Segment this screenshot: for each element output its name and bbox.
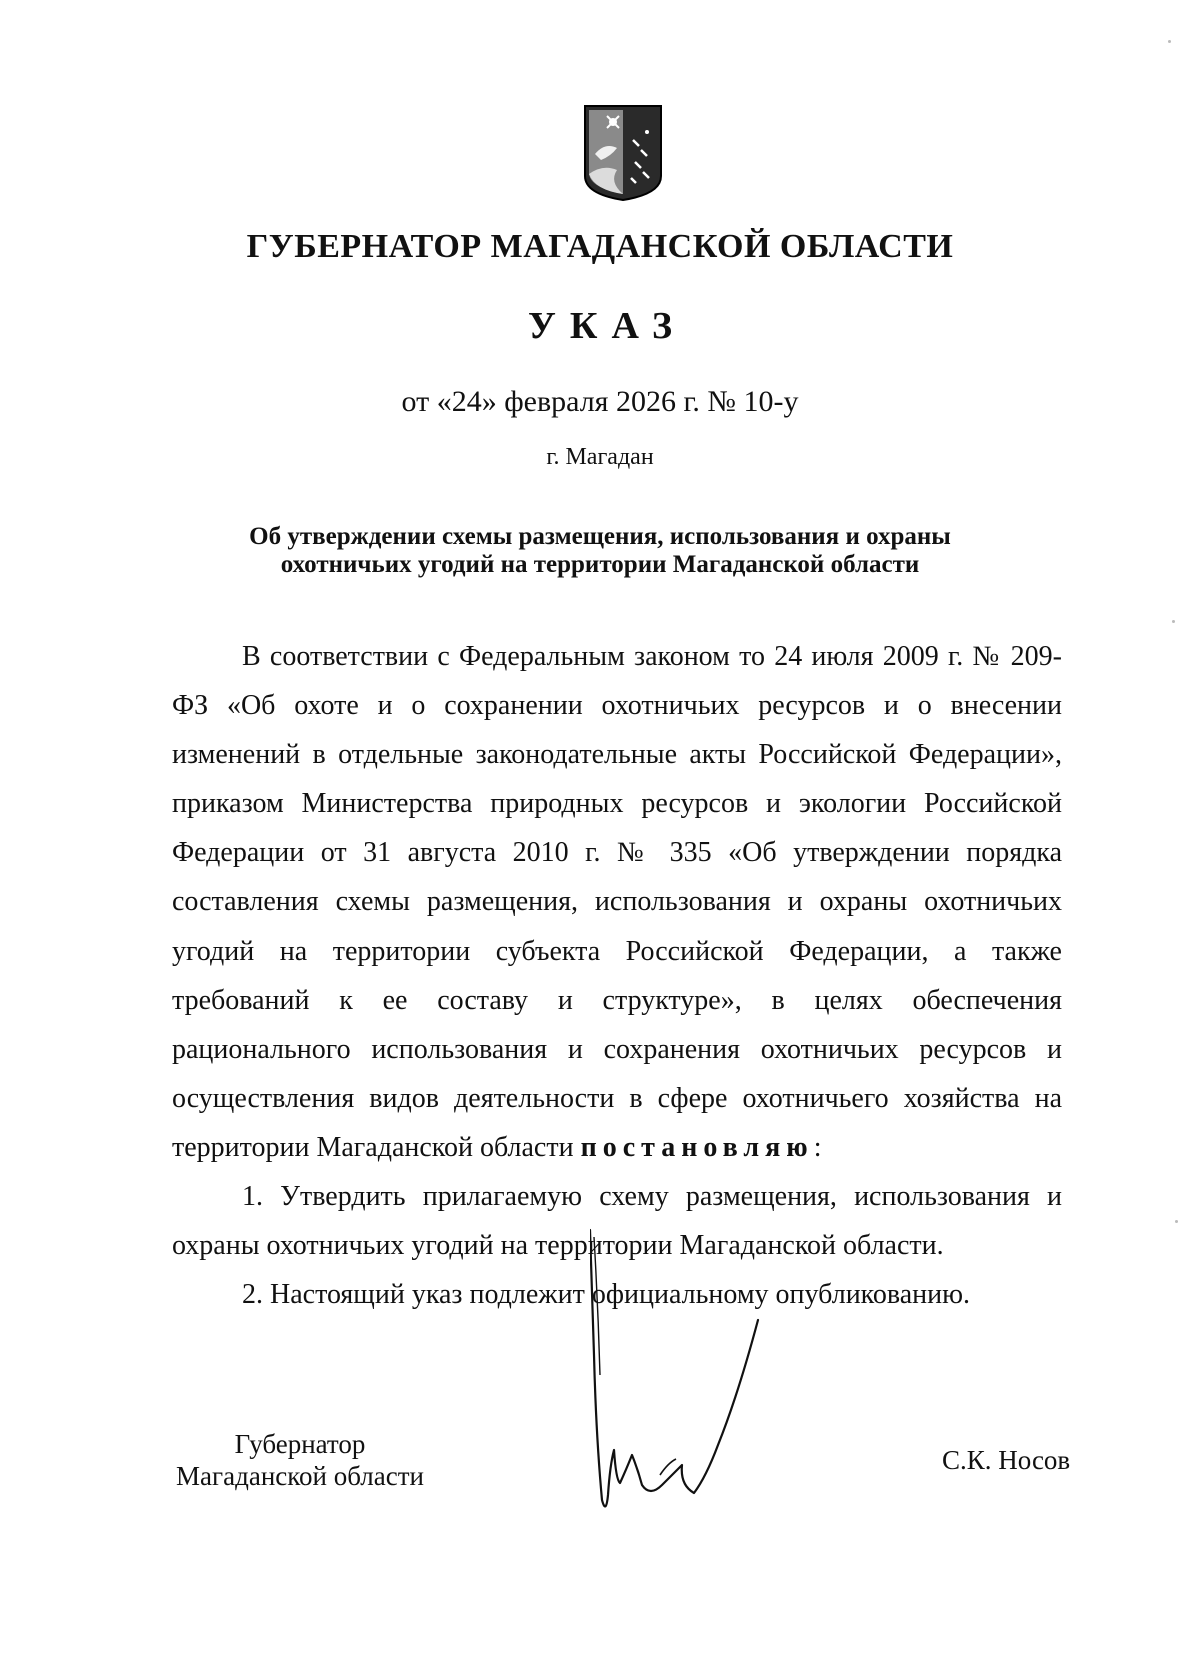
- preamble-paragraph: [172, 632, 1062, 1172]
- signatory-name: С.К. Носов: [942, 1445, 1071, 1475]
- signatory-title-line-2: Магаданской области: [176, 1461, 424, 1491]
- document-type: УКАЗ: [528, 305, 686, 347]
- subject-line-2: охотничьих угодий на территории Магаданской области: [280, 551, 920, 578]
- signatory-title: [170, 1428, 430, 1492]
- item-2: 2. Настоящий указ подлежит официальному опубликованию.: [242, 1279, 971, 1311]
- decree-subject: [0, 523, 1200, 579]
- scan-artifact: [1175, 1220, 1178, 1223]
- place-of-issue: г. Магадан: [546, 444, 654, 470]
- scan-artifact: [1172, 620, 1175, 623]
- signatory-title-line-1: Губернатор: [234, 1429, 366, 1459]
- decree-punctuation: :: [813, 1131, 822, 1163]
- coat-of-arms-icon: [583, 104, 663, 202]
- handwritten-signature: [590, 1215, 820, 1530]
- issuer-title: ГУБЕРНАТОР МАГАДАНСКОЙ ОБЛАСТИ: [246, 228, 954, 265]
- scan-artifact: [1168, 40, 1171, 43]
- decree-word: постановляю: [580, 1131, 814, 1163]
- item-1: 1. Утвердить прилагаемую схему размещения, использования и охраны охотничьих угодий на территории Магаданской области.: [172, 1181, 1062, 1262]
- date-and-number: от «24» февраля 2026 г. № 10-у: [401, 385, 799, 418]
- subject-line-1: Об утверждении схемы размещения, использования и охраны: [249, 523, 951, 550]
- preamble-text: В соответствии с Федеральным законом то 24 июля 2009 г. № 209-ФЗ «Об охоте и о сохранении охотничьих ресурсов и о внесении изменений в отдельные законодательные акты Российской Федерации», приказом Министерства природных ресурсов и экологии Российской Федерации от 31 августа 2010 г. № 335 «Об утверждении порядка составления схемы размещения, использования и охраны охотничьих угодий на территории субъекта Российской Федерации, а также требований к ее составу и структуре», в целях обеспечения рационального использования и сохранения охотничьих ресурсов и осуществления видов деятельности в сфере охотничьего хозяйства на территории Магаданской области: [172, 641, 1062, 1163]
